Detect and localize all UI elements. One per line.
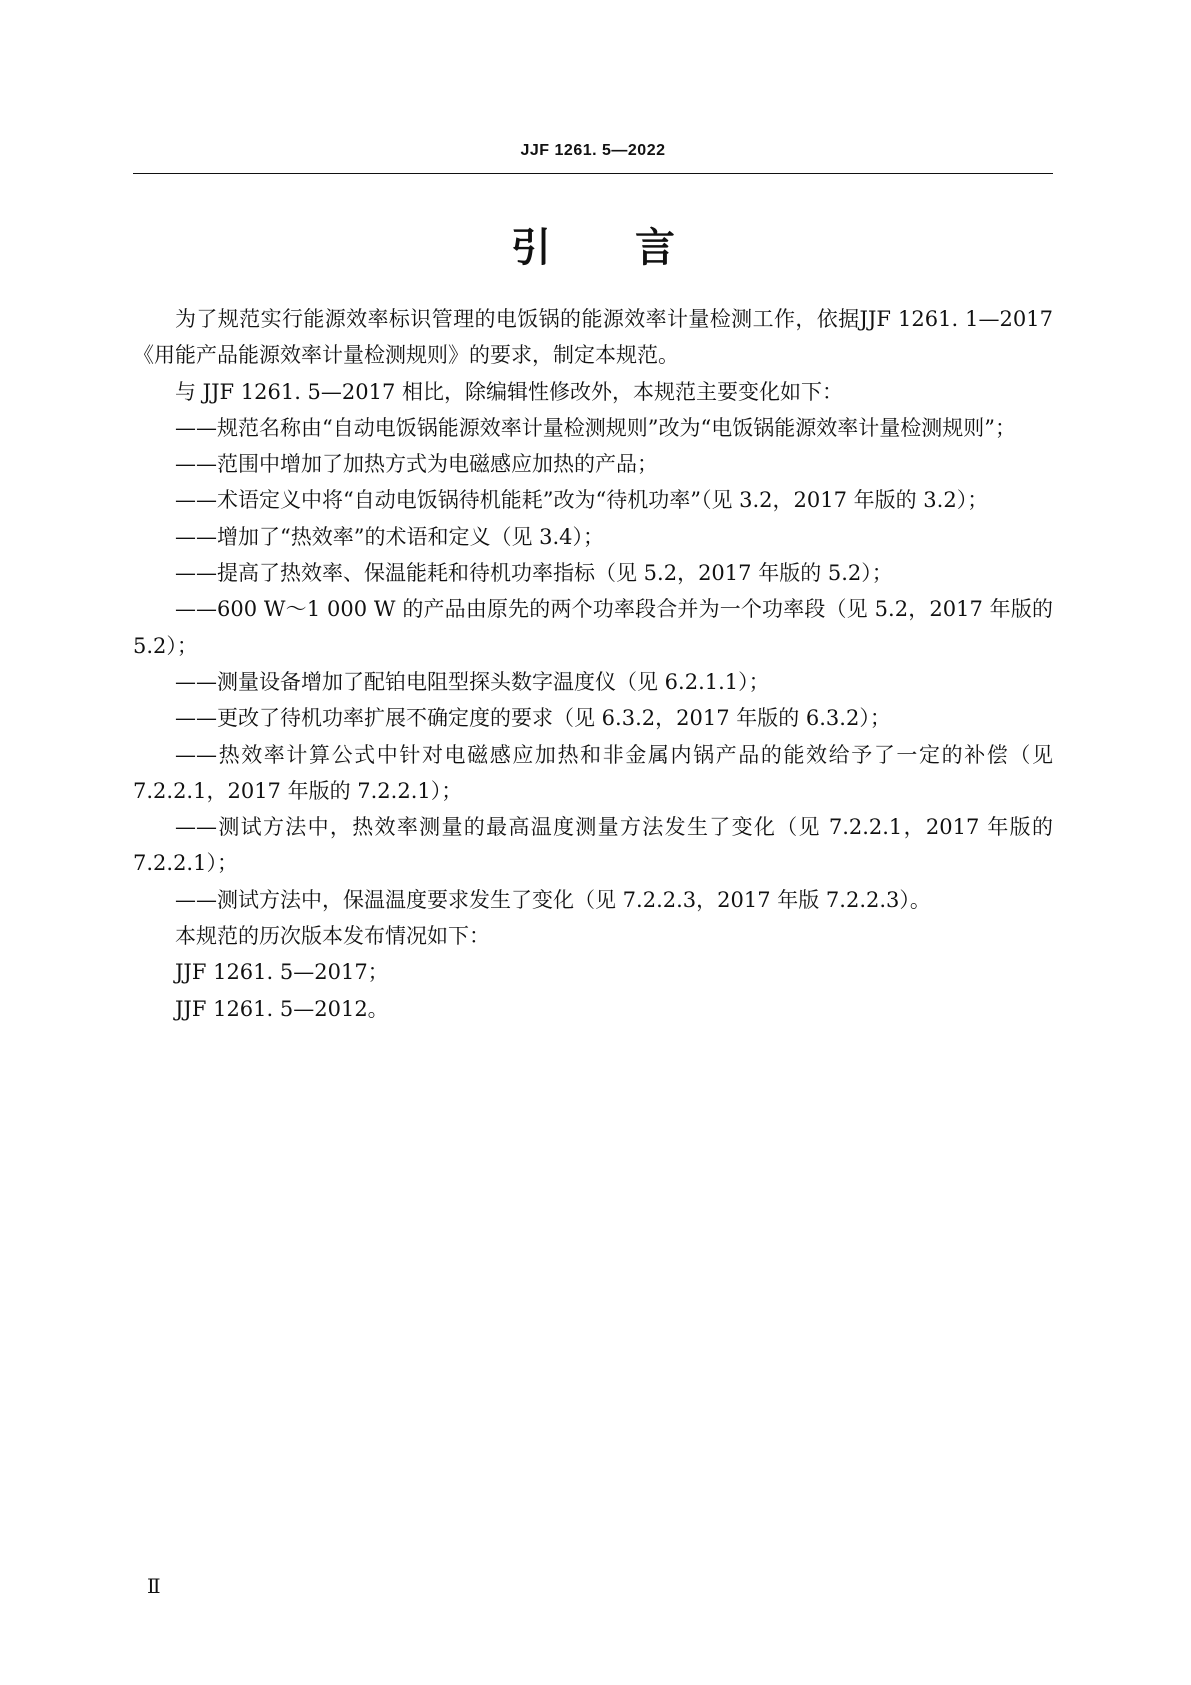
change-item: ——术语定义中将“自动电饭锅待机能耗”改为“待机功率”（见 3.2，2017 年版的 3.2）； bbox=[175, 488, 989, 513]
document-code-header: JJF 1261. 5—2022 bbox=[520, 142, 666, 159]
change-item: ——测试方法中，保温温度要求发生了变化（见 7.2.2.3，2017 年版 7.2.2.3）。 bbox=[175, 887, 931, 912]
intro-paragraph: 为了规范实行能源效率标识管理的电饭锅的能源效率计量检测工作，依据JJF 1261. 1—2017《用能产品能源效率计量检测规则》的要求，制定本规范。 bbox=[133, 307, 1053, 368]
change-item: ——600 W～1 000 W 的产品由原先的两个功率段合并为一个功率段（见 5.2，2017 年版的 5.2）； bbox=[133, 597, 1053, 658]
change-item: ——热效率计算公式中针对电磁感应加热和非金属内锅产品的能效给予了一定的补偿（见 7.2.2.1，2017 年版的 7.2.2.1）； bbox=[133, 742, 1053, 803]
page-title: 引言 bbox=[511, 225, 759, 271]
comparison-paragraph: 与 JJF 1261. 5—2017 相比，除编辑性修改外，本规范主要变化如下： bbox=[175, 379, 844, 404]
change-item: ——增加了“热效率”的术语和定义（见 3.4）； bbox=[175, 524, 605, 549]
change-item: ——提高了热效率、保温能耗和待机功率指标（见 5.2，2017 年版的 5.2）； bbox=[175, 561, 893, 586]
page-number: Ⅱ bbox=[147, 1574, 161, 1598]
change-item: ——测试方法中，热效率测量的最高温度测量方法发生了变化（见 7.2.2.1，2017 年版的 7.2.2.1）； bbox=[133, 815, 1053, 876]
change-item: ——规范名称由“自动电饭锅能源效率计量检测规则”改为“电饭锅能源效率计量检测规则”； bbox=[175, 415, 1016, 440]
change-item: ——范围中增加了加热方式为电磁感应加热的产品； bbox=[175, 452, 658, 477]
history-item: JJF 1261. 5—2017； bbox=[175, 960, 389, 985]
history-item: JJF 1261. 5—2012。 bbox=[175, 996, 389, 1021]
history-heading: 本规范的历次版本发布情况如下： bbox=[175, 924, 490, 949]
change-item: ——测量设备增加了配铂电阻型探头数字温度仪（见 6.2.1.1）； bbox=[175, 669, 770, 694]
header-divider bbox=[133, 173, 1053, 174]
foreword-body bbox=[133, 301, 1053, 1027]
change-item: ——更改了待机功率扩展不确定度的要求（见 6.3.2，2017 年版的 6.3.2）； bbox=[175, 706, 891, 731]
